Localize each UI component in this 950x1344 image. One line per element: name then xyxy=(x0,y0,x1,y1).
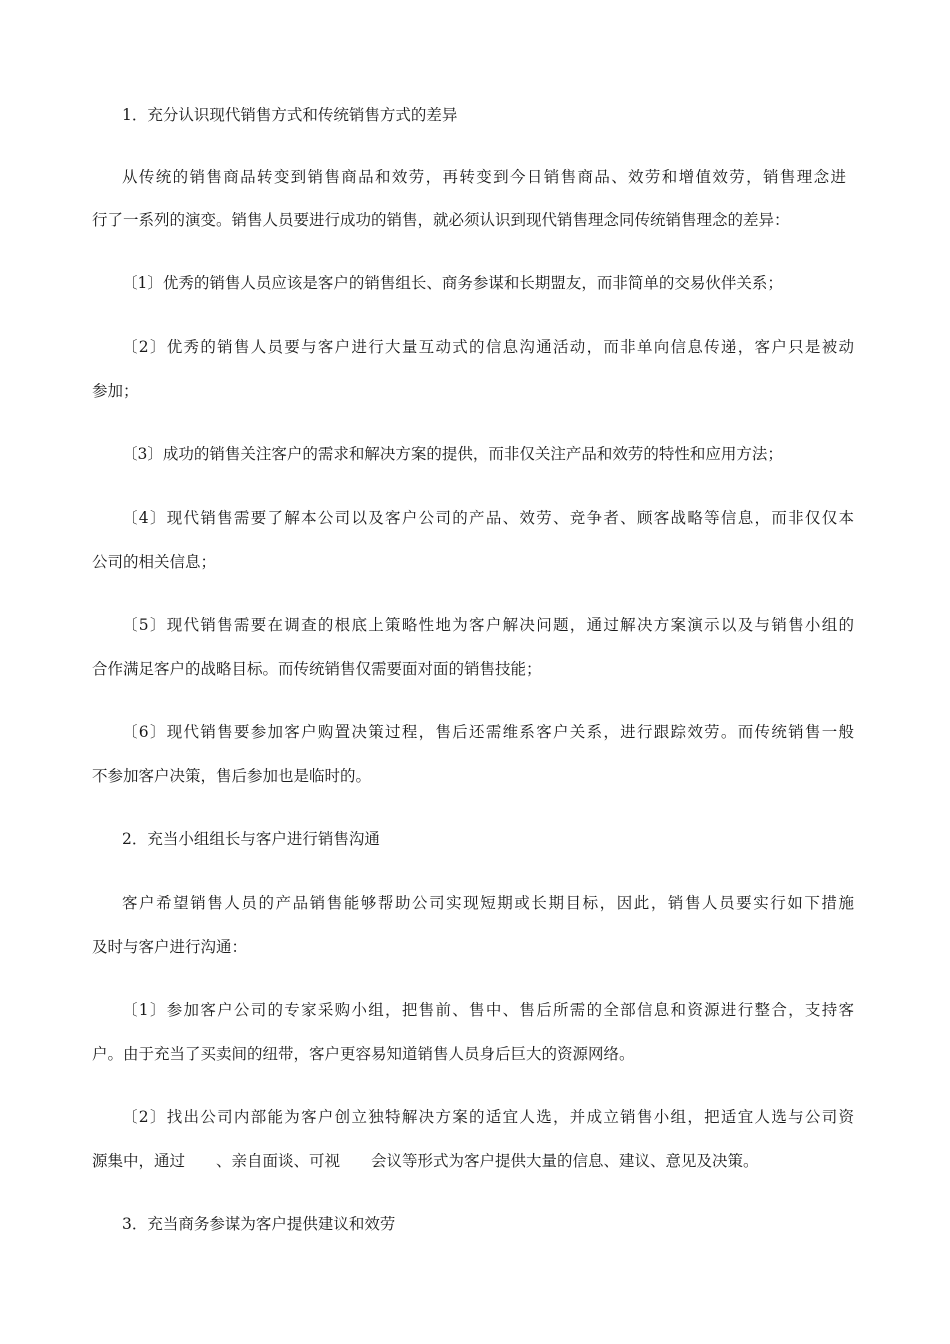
section-heading-2: 2．充当小组组长与客户进行销售沟通 xyxy=(122,830,380,848)
list-item-1-6-line-2: 不参加客户决策，售后参加也是临时的。 xyxy=(92,767,372,785)
intro-paragraph-line-1: 从传统的销售商品转变到销售商品和效劳，再转变到今日销售商品、效劳和增值效劳，销售理念进 xyxy=(122,168,846,186)
list-item-2-1-line-2: 户。由于充当了买卖间的纽带，客户更容易知道销售人员身后巨大的资源网络。 xyxy=(92,1045,635,1063)
section-heading-1: 1．充分认识现代销售方式和传统销售方式的差异 xyxy=(122,106,458,124)
list-item-1-1: 〔1〕优秀的销售人员应该是客户的销售组长、商务参谋和长期盟友，而非简单的交易伙伴关系； xyxy=(122,274,783,292)
list-item-2-1-line-1: 〔1〕参加客户公司的专家采购小组，把售前、售中、售后所需的全部信息和资源进行整合，支持客 xyxy=(122,1001,854,1019)
list-item-1-4-line-2: 公司的相关信息； xyxy=(92,553,217,571)
list-item-1-5-line-2: 合作满足客户的战略目标。而传统销售仅需要面对面的销售技能； xyxy=(92,660,542,678)
section-2-paragraph-line-1: 客户希望销售人员的产品销售能够帮助公司实现短期或长期目标，因此，销售人员要实行如下措施 xyxy=(122,894,854,912)
list-item-1-3: 〔3〕成功的销售关注客户的需求和解决方案的提供，而非仅关注产品和效劳的特性和应用方法； xyxy=(122,445,783,463)
list-item-2-2-line-2: 源集中，通过 、亲自面谈、可视 会议等形式为客户提供大量的信息、建议、意见及决策。 xyxy=(92,1152,759,1170)
list-item-1-6-line-1: 〔6〕现代销售要参加客户购置决策过程，售后还需维系客户关系，进行跟踪效劳。而传统销售一般 xyxy=(122,723,854,741)
list-item-1-2-line-2: 参加； xyxy=(92,382,139,400)
list-item-1-4-line-1: 〔4〕现代销售需要了解本公司以及客户公司的产品、效劳、竞争者、顾客战略等信息，而非仅仅本 xyxy=(122,509,854,527)
intro-paragraph-line-2: 行了一系列的演变。销售人员要进行成功的销售，就必须认识到现代销售理念同传统销售理念的差异： xyxy=(92,211,790,229)
section-heading-3: 3．充当商务参谋为客户提供建议和效劳 xyxy=(122,1215,396,1233)
list-item-2-2-line-1: 〔2〕找出公司内部能为客户创立独特解决方案的适宜人选，并成立销售小组，把适宜人选与公司资 xyxy=(122,1108,854,1126)
list-item-1-5-line-1: 〔5〕现代销售需要在调查的根底上策略性地为客户解决问题，通过解决方案演示以及与销售小组的 xyxy=(122,616,854,634)
list-item-1-2-line-1: 〔2〕优秀的销售人员要与客户进行大量互动式的信息沟通活动，而非单向信息传递，客户只是被动 xyxy=(122,338,854,356)
section-2-paragraph-line-2: 及时与客户进行沟通： xyxy=(92,938,248,956)
